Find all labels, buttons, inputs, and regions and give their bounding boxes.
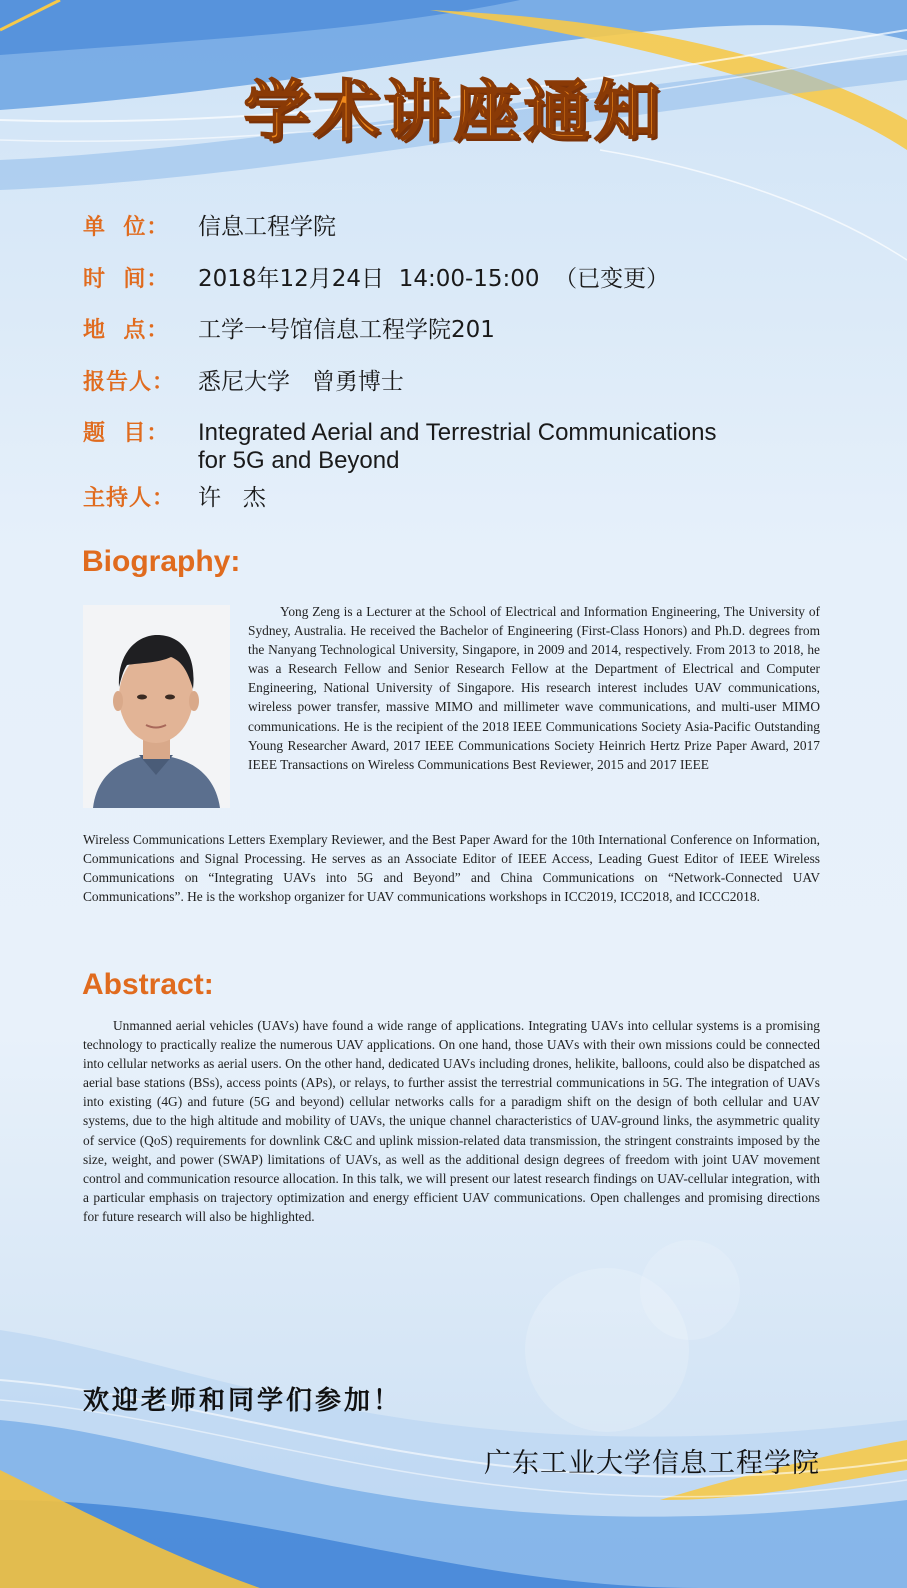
welcome-message: 欢迎老师和同学们参加！ xyxy=(83,1386,403,1416)
info-label: 主持人： xyxy=(83,486,176,511)
info-label: 报告人： xyxy=(83,370,176,395)
info-row-unit xyxy=(83,213,336,243)
biography-text-part2: Wireless Communications Letters Exemplary Reviewer, and the Best Paper Award for the 10th International Conference on Information, Communications and Signal Processing. He serves as an Associate Editor of IEEE Access, Leading Guest Editor of IEEE Wireless Communications on “Integrating UAVs into 5G and Beyond” and China Communications on “Network-Connected UAV Communications”. He is the workshop organizer for UAV communications workshops in ICC2019, ICC2018, and ICCC2018. xyxy=(83,832,820,905)
info-row-location xyxy=(83,316,495,346)
info-row-time xyxy=(83,265,669,295)
info-value: 许 杰 xyxy=(198,485,266,511)
info-row-speaker xyxy=(83,368,404,398)
topic-line-1: Integrated Aerial and Terrestrial Communications xyxy=(198,419,717,446)
info-label: 地 点： xyxy=(83,318,170,343)
info-value: 信息工程学院 xyxy=(198,214,336,240)
info-value: 2018年12月24日 14:00-15:00 （已变更） xyxy=(198,266,670,292)
biography-text-part1: Yong Zeng is a Lecturer at the School of Electrical and Information Engineering, The University of Sydney, Australia. He received the Bachelor of Engineering (First-Class Honors) and Ph.D. degrees from the Nanyang Technological University, Singapore, in 2009 and 2014, respectively. From 2013 to 2018, he was a Research Fellow and Senior Research Fellow at the Department of Electrical and Computer Engineering, National University of Singapore. His research interest includes UAV communications, wireless power transfer, massive MIMO and millimeter wave communications, and multi-user MIMO communications. He is the recipient of the 2018 IEEE Communications Society Asia-Pacific Outstanding Young Researcher Award, 2017 IEEE Communications Society Heinrich Hertz Prize Paper Award, 2017 IEEE Transactions on Wireless Communications Best Reviewer, 2015 and 2017 IEEE xyxy=(248,604,820,772)
info-value: 工学一号馆信息工程学院201 xyxy=(198,317,495,343)
info-value: 悉尼大学 曾勇博士 xyxy=(198,369,404,395)
info-label: 题 目： xyxy=(83,421,170,446)
speaker-portrait-icon xyxy=(83,605,230,808)
info-label: 单 位： xyxy=(83,215,170,240)
info-row-host xyxy=(83,484,266,514)
biography-heading: Biography: xyxy=(82,545,241,578)
abstract-heading: Abstract: xyxy=(82,968,214,1001)
organizer-name: 广东工业大学信息工程学院 xyxy=(484,1448,820,1479)
info-label: 时 间： xyxy=(83,267,170,292)
poster-title: 学术讲座通知 xyxy=(243,73,664,150)
topic-value xyxy=(198,419,716,475)
abstract-text: Unmanned aerial vehicles (UAVs) have found a wide range of applications. Integrating UAVs into cellular systems is a promising technology to practically realize the numerous UAV applications. On one hand, those UAVs with their own missions could be connected into cellular networks as aerial users. On the other hand, dedicated UAVs including drones, helikite, balloons, could also be dispatched as aerial base stations (BSs), access points (APs), or relays, to further assist the terrestrial communications in 5G. The integration of UAVs into existing (4G) and future (5G and beyond) cellular networks calls for a paradigm shift on the design of both cellular and UAV systems, due to the high altitude and mobility of UAVs, the unique channel characteristics of UAV-ground links, the asymmetric quality of service (QoS) requirements for downlink C&C and uplink mission-related data transmission, the stringent constraints imposed by the size, weight, and power (SWAP) limitations of UAVs, as well as the additional design degrees of freedom with joint UAV movement control and communication resource allocation. In this talk, we will present our latest research findings on UAV-cellular integration, with a particular emphasis on trajectory optimization and energy efficient UAV communications. Open challenges and promising directions for future research will also be highlighted. xyxy=(83,1018,820,1224)
topic-line-2: for 5G and Beyond xyxy=(198,447,400,474)
info-row-topic xyxy=(83,419,716,475)
